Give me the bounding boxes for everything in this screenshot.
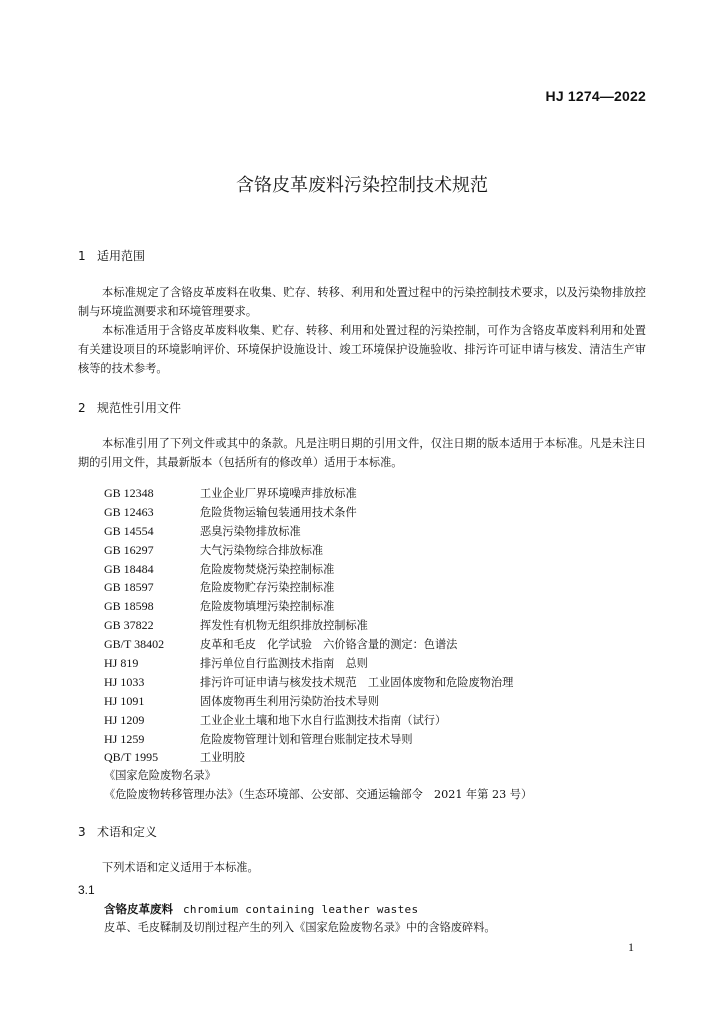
document-title: 含铬皮革废料污染控制技术规范 [236, 175, 488, 196]
reference-name: 大气污染物综合排放标准 [200, 543, 324, 557]
reference-item [104, 711, 644, 730]
reference-name: 工业企业土壤和地下水自行监测技术指南（试行） [200, 713, 447, 727]
section-3-heading [78, 824, 157, 840]
reference-code: HJ 1209 [104, 712, 145, 727]
reference-name: 皮革和毛皮 化学试验 六价铬含量的测定：色谱法 [200, 638, 458, 652]
term-entry [104, 901, 418, 918]
reference-code: GB 12463 [104, 504, 154, 519]
reference-item [104, 692, 644, 711]
standard-number: HJ 1274—2022 [545, 88, 646, 104]
reference-code: QB/T 1995 [104, 750, 159, 765]
reference-name: 《国家危险废物名录》 [104, 769, 216, 783]
section-2-paragraph-1: 本标准引用了下列文件或其中的条款。凡是注明日期的引用文件，仅注日期的版本适用于本标准。凡是未注日期的引用文件，其最新版本（包括所有的修改单）适用于本标准。 [78, 437, 646, 469]
term-definition: 皮革、毛皮鞣制及切削过程产生的列入《国家危险废物名录》中的含铬废碎料。 [104, 921, 496, 934]
reference-code: GB 18484 [104, 561, 154, 576]
section-number: 2 [78, 401, 86, 415]
reference-name: 《危险废物转移管理办法》（生态环境部、公安部、交通运输部令 2021 年第 23 号） [104, 788, 533, 802]
reference-item [104, 767, 644, 786]
term-chinese: 含铬皮革废料 [104, 902, 173, 916]
section-1-paragraph-2: 本标准适用于含铬皮革废料收集、贮存、转移、利用和处置过程的污染控制，可作为含铬皮革废料利用和处置有关建设项目的环境影响评价、环境保护设施设计、竣工环境保护设施验收、排污许可证申请与核发、清洁生产审核等的技术参考。 [78, 324, 646, 375]
reference-code: HJ 1091 [104, 693, 145, 708]
reference-item [104, 522, 644, 541]
reference-item [104, 560, 644, 579]
reference-item [104, 786, 644, 805]
section-number: 3 [78, 825, 86, 839]
reference-item [104, 484, 644, 503]
reference-code: GB 18598 [104, 599, 154, 614]
reference-item [104, 635, 644, 654]
section-1-paragraph-1: 本标准规定了含铬皮革废料在收集、贮存、转移、利用和处置过程中的污染控制技术要求，以及污染物排放控制与环境监测要求和环境管理要求。 [78, 286, 646, 318]
reference-name: 危险货物运输包装通用技术条件 [200, 505, 357, 519]
section-3-paragraph-1: 下列术语和定义适用于本标准。 [102, 861, 259, 874]
reference-item [104, 541, 644, 560]
reference-item [104, 597, 644, 616]
reference-item [104, 730, 644, 749]
reference-code: HJ 1033 [104, 674, 145, 689]
section-number: 1 [78, 249, 86, 263]
term-number: 3.1 [78, 883, 95, 897]
section-title: 适用范围 [97, 249, 146, 263]
reference-name: 挥发性有机物无组织排放控制标准 [200, 619, 368, 633]
term-english: chromium containing leather wastes [183, 903, 419, 916]
reference-code: GB 12348 [104, 486, 154, 500]
reference-code: HJ 819 [104, 656, 139, 671]
reference-name: 危险废物焚烧污染控制标准 [200, 562, 335, 576]
reference-name: 固体废物再生利用污染防治技术导则 [200, 694, 380, 708]
reference-name: 危险废物管理计划和管理台账制定技术导则 [200, 732, 413, 746]
reference-item [104, 654, 644, 673]
section-2-heading [78, 400, 181, 416]
reference-code: GB 18597 [104, 580, 154, 595]
reference-item [104, 578, 644, 597]
reference-name: 工业明胶 [200, 751, 245, 765]
reference-code: GB 16297 [104, 542, 154, 557]
page-number: 1 [628, 940, 634, 954]
section-title: 规范性引用文件 [97, 401, 182, 415]
reference-code: GB/T 38402 [104, 637, 165, 652]
reference-name: 排污单位自行监测技术指南 总则 [200, 657, 368, 671]
reference-item [104, 673, 644, 692]
reference-item [104, 503, 644, 522]
reference-name: 排污许可证申请与核发技术规范 工业固体废物和危险废物治理 [200, 675, 514, 689]
section-1-heading [78, 248, 145, 264]
reference-name: 危险废物填埋污染控制标准 [200, 600, 335, 614]
reference-code: HJ 1259 [104, 731, 145, 746]
reference-item [104, 748, 644, 767]
normative-references-list [104, 484, 644, 805]
reference-name: 恶臭污染物排放标准 [200, 524, 301, 538]
reference-name: 工业企业厂界环境噪声排放标准 [200, 487, 357, 500]
reference-code: GB 14554 [104, 523, 154, 538]
reference-item [104, 616, 644, 635]
reference-code: GB 37822 [104, 618, 154, 633]
section-title: 术语和定义 [97, 825, 158, 839]
reference-name: 危险废物贮存污染控制标准 [200, 581, 335, 595]
